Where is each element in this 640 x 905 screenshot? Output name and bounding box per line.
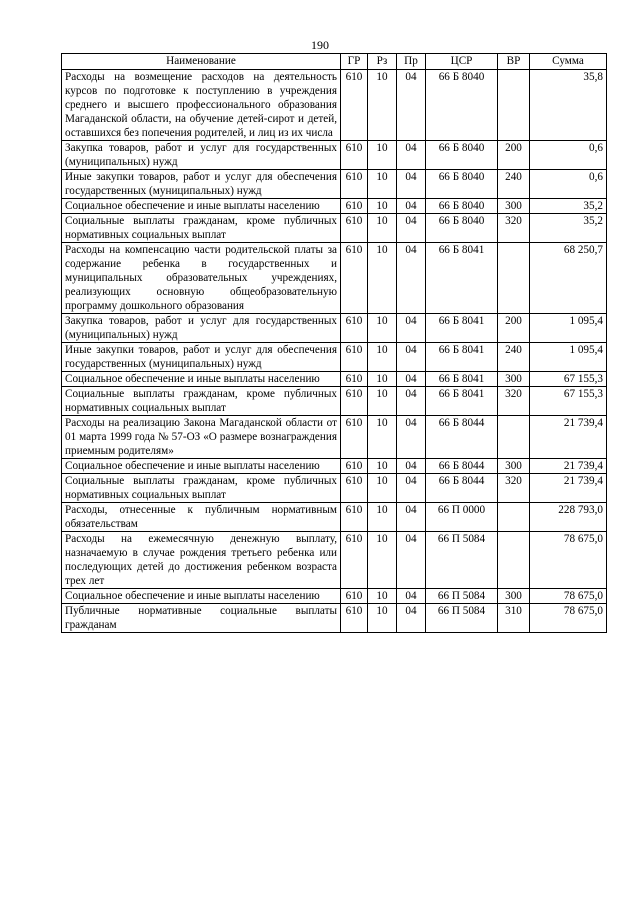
cell-gr: 610 bbox=[341, 604, 368, 633]
cell-rz: 10 bbox=[368, 170, 397, 199]
cell-name: Социальное обеспечение и иные выплаты населению bbox=[62, 589, 341, 604]
table-row bbox=[62, 343, 607, 372]
cell-vr: 240 bbox=[498, 170, 530, 199]
cell-sum: 35,8 bbox=[530, 70, 607, 141]
cell-pr: 04 bbox=[397, 532, 426, 589]
cell-sum: 21 739,4 bbox=[530, 416, 607, 459]
cell-name: Закупка товаров, работ и услуг для государственных (муниципальных) нужд bbox=[62, 141, 341, 170]
cell-pr: 04 bbox=[397, 214, 426, 243]
cell-gr: 610 bbox=[341, 243, 368, 314]
cell-csr: 66 Б 8044 bbox=[426, 416, 498, 459]
cell-name: Закупка товаров, работ и услуг для государственных (муниципальных) нужд bbox=[62, 314, 341, 343]
cell-rz: 10 bbox=[368, 314, 397, 343]
cell-vr: 300 bbox=[498, 199, 530, 214]
cell-csr: 66 П 5084 bbox=[426, 604, 498, 633]
cell-sum: 21 739,4 bbox=[530, 474, 607, 503]
cell-rz: 10 bbox=[368, 532, 397, 589]
cell-pr: 04 bbox=[397, 314, 426, 343]
cell-pr: 04 bbox=[397, 343, 426, 372]
cell-sum: 78 675,0 bbox=[530, 589, 607, 604]
cell-rz: 10 bbox=[368, 416, 397, 459]
cell-vr: 300 bbox=[498, 459, 530, 474]
cell-name: Иные закупки товаров, работ и услуг для обеспечения государственных (муниципальных) нужд bbox=[62, 170, 341, 199]
cell-vr bbox=[498, 416, 530, 459]
table-row bbox=[62, 416, 607, 459]
cell-vr: 310 bbox=[498, 604, 530, 633]
cell-gr: 610 bbox=[341, 459, 368, 474]
cell-gr: 610 bbox=[341, 343, 368, 372]
cell-name: Расходы, отнесенные к публичным нормативным обязательствам bbox=[62, 503, 341, 532]
header-pr: Пр bbox=[397, 54, 426, 70]
cell-pr: 04 bbox=[397, 604, 426, 633]
table-body bbox=[62, 70, 607, 633]
table-row bbox=[62, 199, 607, 214]
cell-pr: 04 bbox=[397, 503, 426, 532]
cell-sum: 78 675,0 bbox=[530, 532, 607, 589]
cell-rz: 10 bbox=[368, 214, 397, 243]
cell-rz: 10 bbox=[368, 474, 397, 503]
cell-csr: 66 Б 8041 bbox=[426, 343, 498, 372]
cell-vr: 300 bbox=[498, 372, 530, 387]
cell-name: Расходы на компенсацию части родительской платы за содержание ребенка в государственных и муниципальных образовательных учреждениях, реализующих основную общеобразовательную программу дошкольного образования bbox=[62, 243, 341, 314]
cell-sum: 67 155,3 bbox=[530, 372, 607, 387]
header-sum: Сумма bbox=[530, 54, 607, 70]
cell-sum: 67 155,3 bbox=[530, 387, 607, 416]
table-row bbox=[62, 604, 607, 633]
cell-sum: 1 095,4 bbox=[530, 314, 607, 343]
cell-vr bbox=[498, 70, 530, 141]
cell-csr: 66 Б 8040 bbox=[426, 199, 498, 214]
table-row bbox=[62, 503, 607, 532]
table-row bbox=[62, 170, 607, 199]
cell-csr: 66 Б 8040 bbox=[426, 141, 498, 170]
cell-csr: 66 Б 8044 bbox=[426, 474, 498, 503]
cell-name: Иные закупки товаров, работ и услуг для обеспечения государственных (муниципальных) нужд bbox=[62, 343, 341, 372]
cell-sum: 68 250,7 bbox=[530, 243, 607, 314]
cell-name: Социальные выплаты гражданам, кроме публичных нормативных социальных выплат bbox=[62, 214, 341, 243]
cell-sum: 0,6 bbox=[530, 141, 607, 170]
cell-sum: 228 793,0 bbox=[530, 503, 607, 532]
cell-gr: 610 bbox=[341, 474, 368, 503]
cell-vr: 300 bbox=[498, 589, 530, 604]
cell-csr: 66 Б 8040 bbox=[426, 214, 498, 243]
cell-csr: 66 Б 8044 bbox=[426, 459, 498, 474]
table-row bbox=[62, 214, 607, 243]
header-csr: ЦСР bbox=[426, 54, 498, 70]
cell-gr: 610 bbox=[341, 372, 368, 387]
table-row bbox=[62, 459, 607, 474]
cell-csr: 66 Б 8041 bbox=[426, 314, 498, 343]
table-row bbox=[62, 532, 607, 589]
cell-gr: 610 bbox=[341, 532, 368, 589]
header-name: Наименование bbox=[62, 54, 341, 70]
cell-csr: 66 П 5084 bbox=[426, 589, 498, 604]
cell-name: Социальные выплаты гражданам, кроме публичных нормативных социальных выплат bbox=[62, 387, 341, 416]
table-row bbox=[62, 589, 607, 604]
cell-rz: 10 bbox=[368, 372, 397, 387]
cell-csr: 66 Б 8041 bbox=[426, 387, 498, 416]
cell-gr: 610 bbox=[341, 314, 368, 343]
cell-gr: 610 bbox=[341, 141, 368, 170]
cell-csr: 66 П 0000 bbox=[426, 503, 498, 532]
header-rz: Рз bbox=[368, 54, 397, 70]
cell-name: Социальное обеспечение и иные выплаты населению bbox=[62, 199, 341, 214]
cell-vr: 320 bbox=[498, 214, 530, 243]
table-row bbox=[62, 372, 607, 387]
cell-csr: 66 Б 8040 bbox=[426, 170, 498, 199]
cell-gr: 610 bbox=[341, 214, 368, 243]
table-row bbox=[62, 141, 607, 170]
cell-rz: 10 bbox=[368, 503, 397, 532]
cell-name: Социальное обеспечение и иные выплаты населению bbox=[62, 372, 341, 387]
cell-gr: 610 bbox=[341, 503, 368, 532]
cell-name: Расходы на реализацию Закона Магаданской области от 01 марта 1999 года № 57-ОЗ «О размере вознаграждения приемным родителям» bbox=[62, 416, 341, 459]
header-vr: ВР bbox=[498, 54, 530, 70]
cell-csr: 66 Б 8041 bbox=[426, 243, 498, 314]
cell-rz: 10 bbox=[368, 387, 397, 416]
cell-pr: 04 bbox=[397, 199, 426, 214]
cell-pr: 04 bbox=[397, 141, 426, 170]
cell-rz: 10 bbox=[368, 243, 397, 314]
cell-csr: 66 Б 8041 bbox=[426, 372, 498, 387]
cell-name: Расходы на ежемесячную денежную выплату, назначаемую в случае рождения третьего ребенка или последующих детей до достижения ребенком возраста трех лет bbox=[62, 532, 341, 589]
cell-gr: 610 bbox=[341, 70, 368, 141]
table-row bbox=[62, 474, 607, 503]
cell-vr bbox=[498, 532, 530, 589]
cell-name: Социальные выплаты гражданам, кроме публичных нормативных социальных выплат bbox=[62, 474, 341, 503]
cell-sum: 78 675,0 bbox=[530, 604, 607, 633]
cell-pr: 04 bbox=[397, 589, 426, 604]
cell-pr: 04 bbox=[397, 387, 426, 416]
budget-table bbox=[61, 53, 607, 633]
cell-gr: 610 bbox=[341, 589, 368, 604]
table-row bbox=[62, 243, 607, 314]
cell-rz: 10 bbox=[368, 459, 397, 474]
cell-pr: 04 bbox=[397, 474, 426, 503]
cell-vr: 240 bbox=[498, 343, 530, 372]
cell-vr bbox=[498, 243, 530, 314]
table-row bbox=[62, 70, 607, 141]
cell-pr: 04 bbox=[397, 243, 426, 314]
cell-rz: 10 bbox=[368, 589, 397, 604]
cell-vr: 320 bbox=[498, 387, 530, 416]
cell-pr: 04 bbox=[397, 372, 426, 387]
cell-csr: 66 Б 8040 bbox=[426, 70, 498, 141]
cell-csr: 66 П 5084 bbox=[426, 532, 498, 589]
cell-gr: 610 bbox=[341, 416, 368, 459]
page-number: 190 bbox=[311, 38, 329, 52]
cell-sum: 0,6 bbox=[530, 170, 607, 199]
cell-name: Публичные нормативные социальные выплаты гражданам bbox=[62, 604, 341, 633]
cell-rz: 10 bbox=[368, 70, 397, 141]
cell-rz: 10 bbox=[368, 343, 397, 372]
header-gr: ГР bbox=[341, 54, 368, 70]
cell-gr: 610 bbox=[341, 199, 368, 214]
cell-sum: 1 095,4 bbox=[530, 343, 607, 372]
cell-sum: 35,2 bbox=[530, 214, 607, 243]
table-header-row bbox=[62, 54, 607, 70]
cell-pr: 04 bbox=[397, 170, 426, 199]
cell-sum: 35,2 bbox=[530, 199, 607, 214]
cell-pr: 04 bbox=[397, 459, 426, 474]
cell-vr: 200 bbox=[498, 141, 530, 170]
cell-rz: 10 bbox=[368, 604, 397, 633]
cell-name: Расходы на возмещение расходов на деятельность курсов по подготовке к поступлению в учреждения среднего и высшего профессионального образования Магаданской области, на обучение детей-сирот и детей, оставшихся без попечения родителей, и лиц из их числа bbox=[62, 70, 341, 141]
cell-pr: 04 bbox=[397, 70, 426, 141]
cell-vr: 200 bbox=[498, 314, 530, 343]
cell-sum: 21 739,4 bbox=[530, 459, 607, 474]
cell-rz: 10 bbox=[368, 141, 397, 170]
table-row bbox=[62, 387, 607, 416]
cell-gr: 610 bbox=[341, 170, 368, 199]
cell-name: Социальное обеспечение и иные выплаты населению bbox=[62, 459, 341, 474]
table-row bbox=[62, 314, 607, 343]
cell-vr: 320 bbox=[498, 474, 530, 503]
cell-rz: 10 bbox=[368, 199, 397, 214]
cell-vr bbox=[498, 503, 530, 532]
cell-gr: 610 bbox=[341, 387, 368, 416]
cell-pr: 04 bbox=[397, 416, 426, 459]
